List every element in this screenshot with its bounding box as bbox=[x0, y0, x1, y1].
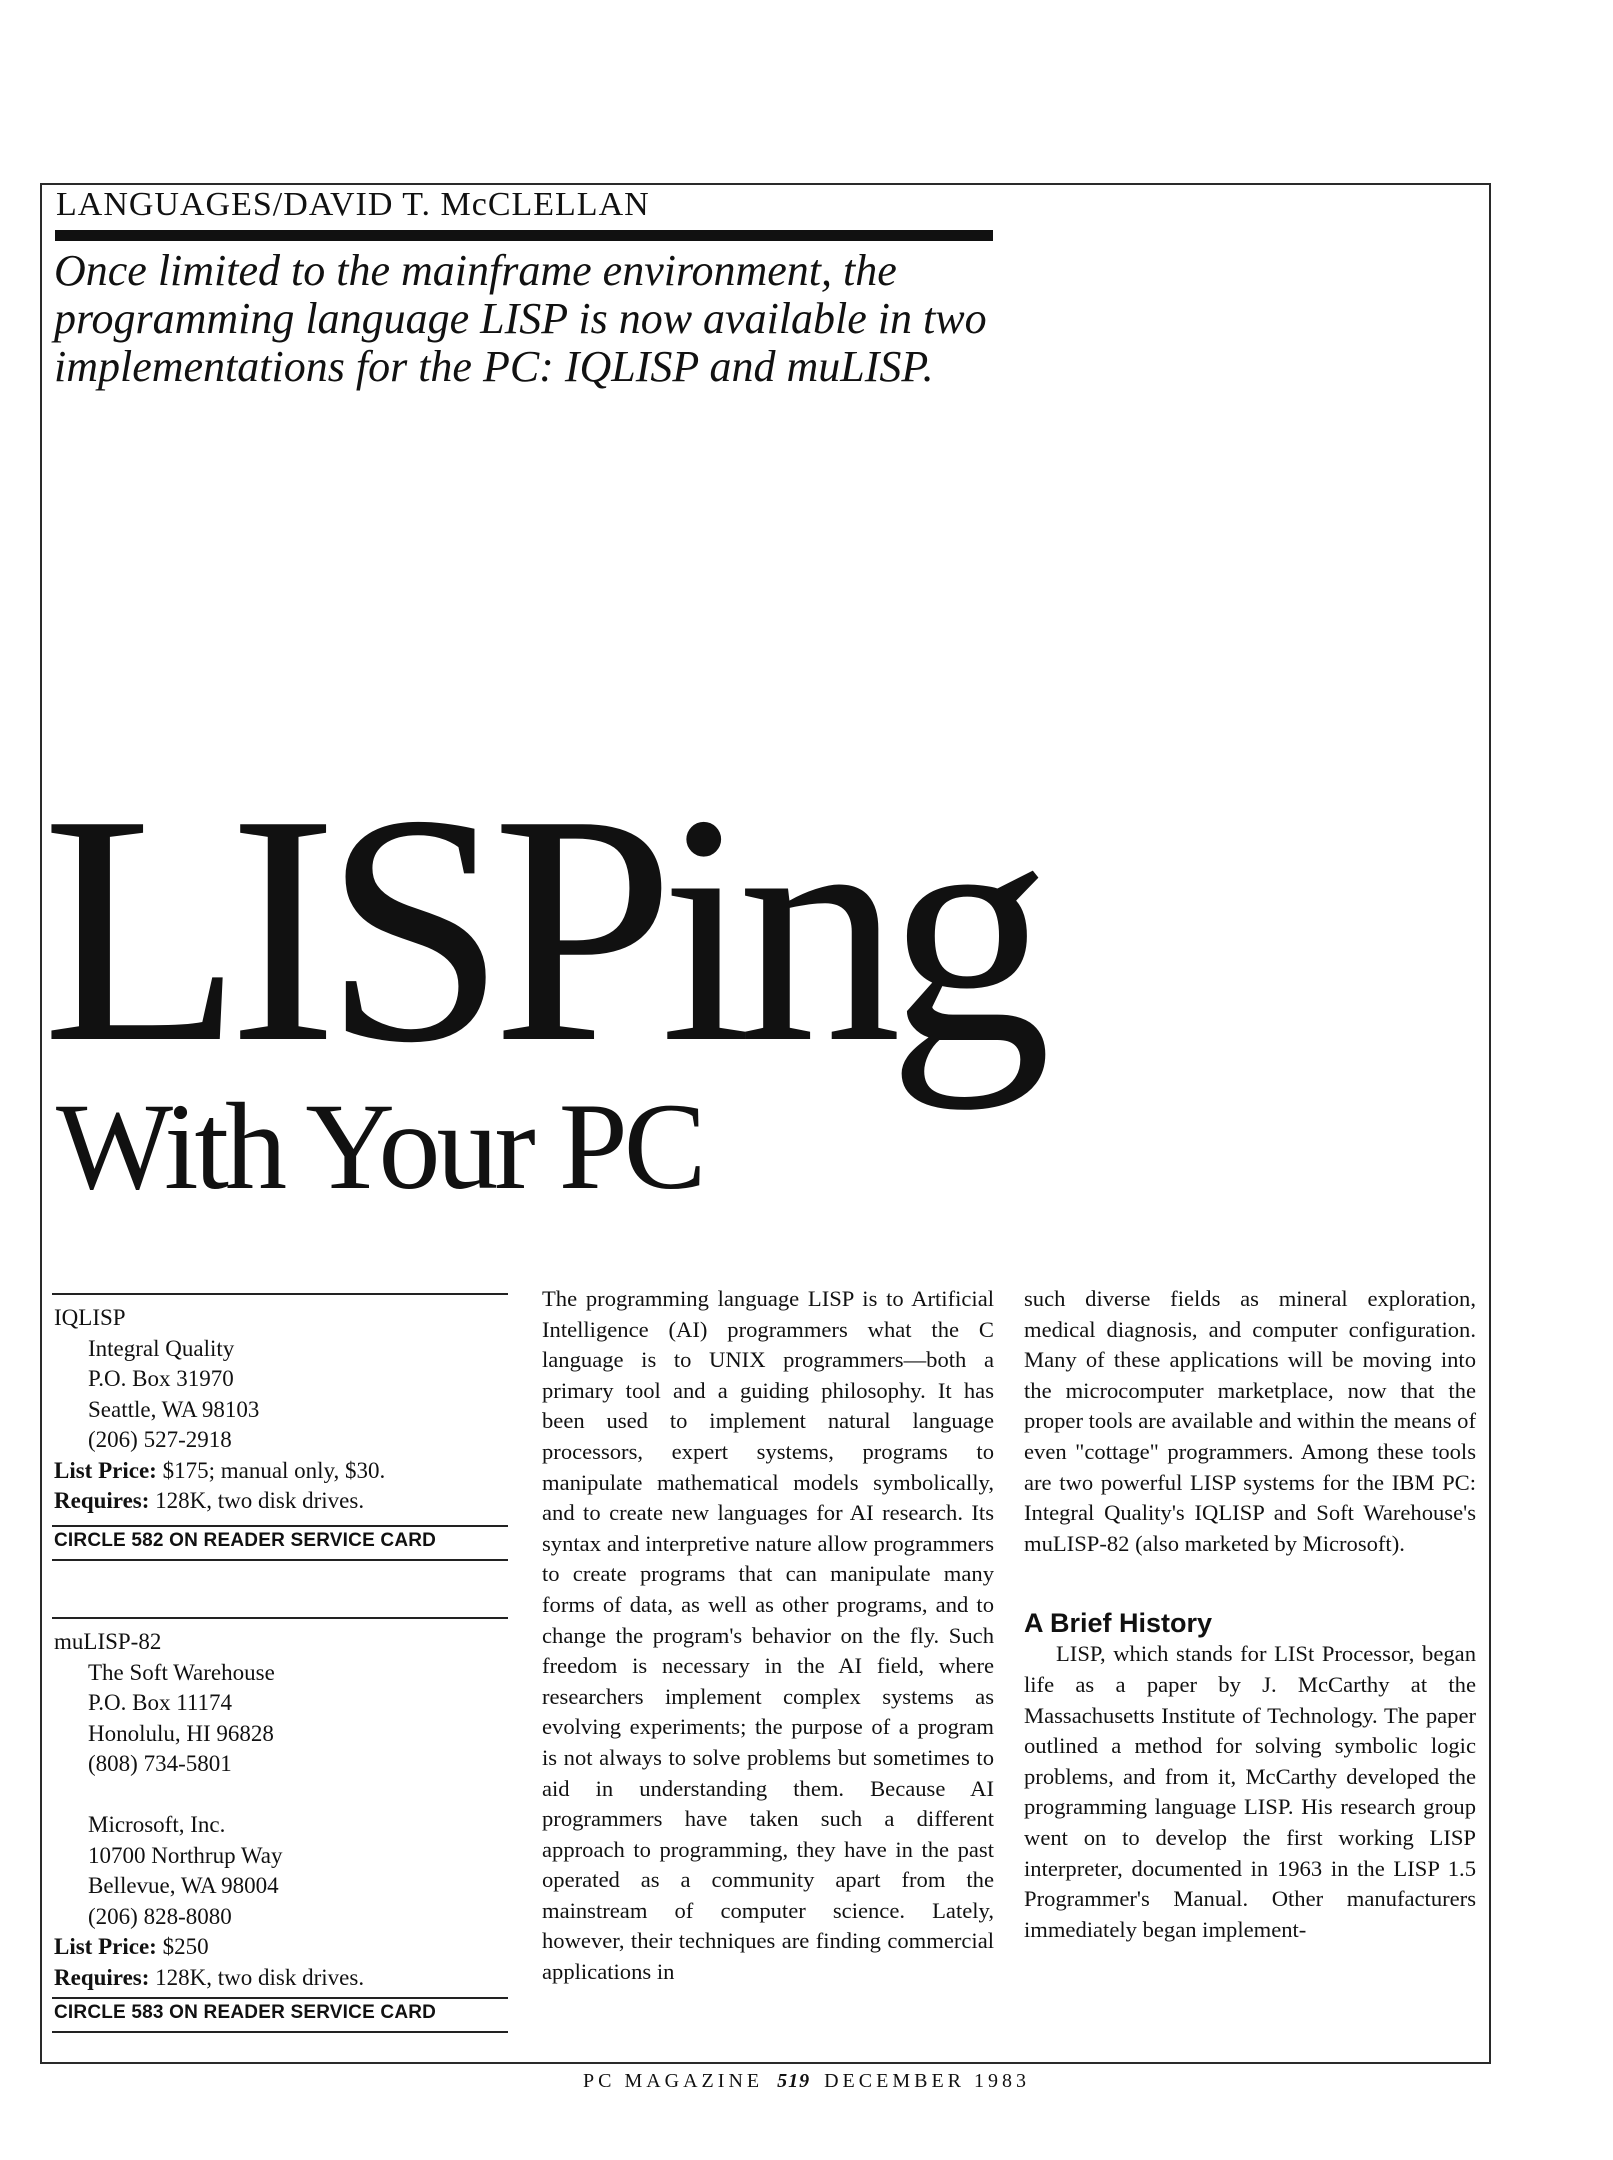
article-title: LISPing bbox=[42, 747, 1038, 1110]
body-column-2 bbox=[1024, 1284, 1476, 1945]
product-info-mulisp bbox=[54, 1627, 514, 1993]
header-rule bbox=[55, 230, 993, 241]
reader-service-note: CIRCLE 582 ON READER SERVICE CARD bbox=[54, 1530, 437, 1551]
address-line: P.O. Box 11174 bbox=[88, 1690, 232, 1715]
reader-service-note: CIRCLE 583 ON READER SERVICE CARD bbox=[54, 2002, 437, 2023]
phone-number: (206) 828-8080 bbox=[88, 1903, 232, 1929]
address-line: Microsoft, Inc. bbox=[88, 1812, 226, 1837]
body-paragraph: The programming language LISP is to Artificial Intelligence (AI) programmers what the C language is to UNIX programmers—both a primary tool and a guiding philosophy. It has been used to implement natural language processors, expert systems, programs to manipulate mathematical models symbolically, and to create new languages for AI research. Its syntax and interpretive nature allow programmers to create programs that can manipulate many forms of data, as well as other programs, and to change the program's behavior on the fly. Such freedom is necessary in the AI field, where researchers implement complex systems as evolving experiments; the purpose of a program is not always to solve problems but sometimes to aid in understanding them. Because AI programmers have taken such a different approach to programming, they have in the past operated as a community apart from the mainstream of computer science. Lately, however, their techniques are finding commercial applications in bbox=[542, 1286, 994, 1985]
sidebar-rule bbox=[52, 1997, 508, 1999]
price-line bbox=[54, 1932, 514, 1963]
page-number: 519 bbox=[777, 2070, 811, 2092]
issue-date: DECEMBER 1983 bbox=[824, 2070, 1031, 2092]
requires-line bbox=[54, 1486, 514, 1517]
requires-line bbox=[54, 1963, 514, 1994]
sidebar-rule bbox=[52, 1617, 508, 1619]
body-column-1 bbox=[542, 1284, 994, 1988]
price-value: $250 bbox=[162, 1934, 209, 1959]
product-info-iqlisp bbox=[54, 1303, 514, 1517]
body-paragraph: such diverse fields as mineral exploration, medical diagnosis, and computer configuration. Many of these applications will be moving into the microcomputer marketplace, now that the proper tools are available and within the means of even "cottage" programmers. Among these tools are two powerful LISP systems for the IBM PC: Integral Quality's IQLISP and Soft Warehouse's muLISP-82 (also marketed by Microsoft). bbox=[1024, 1286, 1476, 1556]
requires-label: Requires: bbox=[54, 1964, 150, 1990]
article-subtitle: With Your PC bbox=[56, 1078, 703, 1215]
sidebar-rule bbox=[52, 1525, 508, 1527]
address-line: 10700 Northrup Way bbox=[88, 1842, 283, 1868]
article-deck: Once limited to the mainframe environment, the programming language LISP is now available in two implementations for the PC: IQLISP and muLISP. bbox=[54, 246, 987, 391]
magazine-name: PC MAGAZINE bbox=[582, 2070, 764, 2092]
requires-label: Requires: bbox=[54, 1488, 150, 1513]
address-line: Seattle, WA 98103 bbox=[88, 1396, 260, 1422]
address-line: Integral Quality bbox=[88, 1335, 235, 1361]
phone-number: (808) 734-5801 bbox=[88, 1751, 232, 1776]
product-name: muLISP-82 bbox=[54, 1629, 162, 1654]
requires-value: 128K, two disk drives. bbox=[155, 1488, 365, 1513]
price-label: List Price: bbox=[54, 1457, 157, 1483]
requires-value: 128K, two disk drives. bbox=[155, 1964, 365, 1990]
address-line: Honolulu, HI 96828 bbox=[88, 1720, 274, 1746]
price-label: List Price: bbox=[54, 1934, 157, 1959]
product-name: IQLISP bbox=[54, 1305, 126, 1330]
sidebar-rule bbox=[52, 1559, 508, 1561]
address-line: Bellevue, WA 98004 bbox=[88, 1873, 279, 1898]
sidebar-rule bbox=[52, 1293, 508, 1295]
phone-number: (206) 527-2918 bbox=[88, 1427, 232, 1452]
sidebar-rule bbox=[52, 2031, 508, 2033]
price-line bbox=[54, 1456, 514, 1487]
body-paragraph: LISP, which stands for LISt Processor, began life as a paper by J. McCarthy at the Massachusetts Institute of Technology. The paper outlined a method for solving symbolic logic problems, and from it, McCarthy developed the programming language LISP. His research group went on to develop the first working LISP interpreter, documented in 1963 in the LISP 1.5 Programmer's Manual. Other manufacturers immediately began implement- bbox=[1024, 1641, 1476, 1942]
section-heading: A Brief History bbox=[1024, 1608, 1213, 1639]
address-line: P.O. Box 31970 bbox=[88, 1366, 234, 1391]
address-line: The Soft Warehouse bbox=[88, 1659, 275, 1685]
page-footer bbox=[0, 2070, 1613, 2093]
section-label: LANGUAGES/DAVID T. McCLELLAN bbox=[56, 186, 650, 223]
price-value: $175; manual only, $30. bbox=[162, 1457, 386, 1483]
